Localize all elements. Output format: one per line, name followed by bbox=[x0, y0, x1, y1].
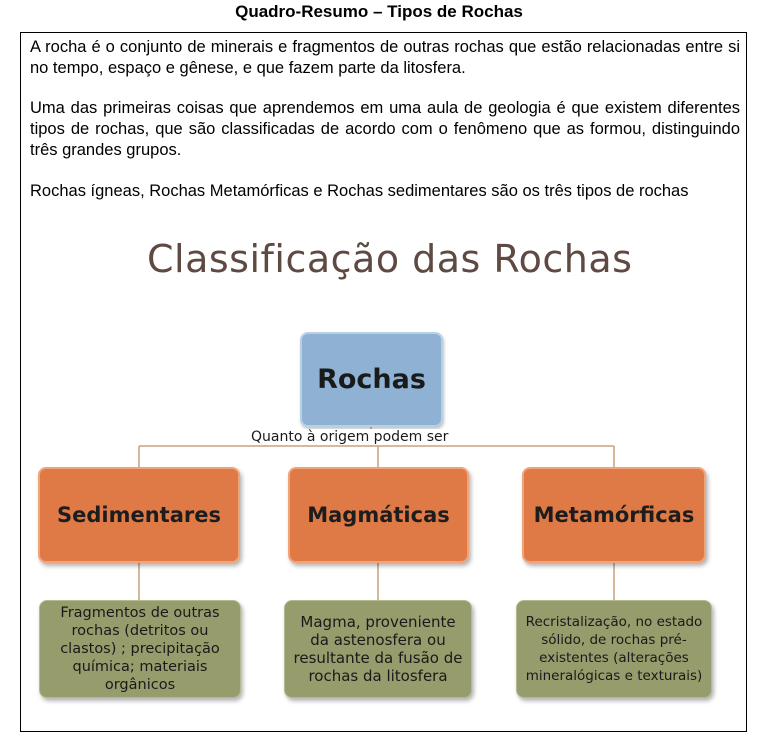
category-metamorficas: Metamórficas bbox=[522, 467, 706, 563]
description-magmaticas: Magma, proveniente da astenosfera ou resultante da fusão de rochas da litosfera bbox=[284, 600, 472, 698]
description-metamorficas: Recristalização, no estado sólido, de rochas pré-existentes (alterações mineralógicas e texturais) bbox=[516, 600, 712, 698]
description-sedimentares: Fragmentos de outras rochas (detritos ou clastos) ; precipitação química; materiais orgânicos bbox=[39, 600, 241, 698]
connector-label: Quanto à origem podem ser bbox=[251, 429, 449, 445]
category-magmaticas: Magmáticas bbox=[288, 467, 469, 563]
diagram-title: Classificação das Rochas bbox=[147, 237, 633, 281]
paragraph-classification: Uma das primeiras coisas que aprendemos em uma aula de geologia é que existem diferentes tipos de rochas, que são classificadas de acordo com o fenômeno que as formou, distinguindo três grandes grupos. bbox=[30, 99, 740, 159]
page-title: Quadro-Resumo – Tipos de Rochas bbox=[235, 2, 523, 21]
category-sedimentares: Sedimentares bbox=[38, 467, 240, 563]
paragraph-types: Rochas ígneas, Rochas Metamórficas e Rochas sedimentares são os três tipos de rochas bbox=[30, 182, 689, 200]
paragraph-definition: A rocha é o conjunto de minerais e fragmentos de outras rochas que estão relacionadas entre si no tempo, espaço e gênese, e que fazem parte da litosfera. bbox=[30, 38, 740, 77]
root-node-rochas: Rochas bbox=[300, 332, 443, 427]
